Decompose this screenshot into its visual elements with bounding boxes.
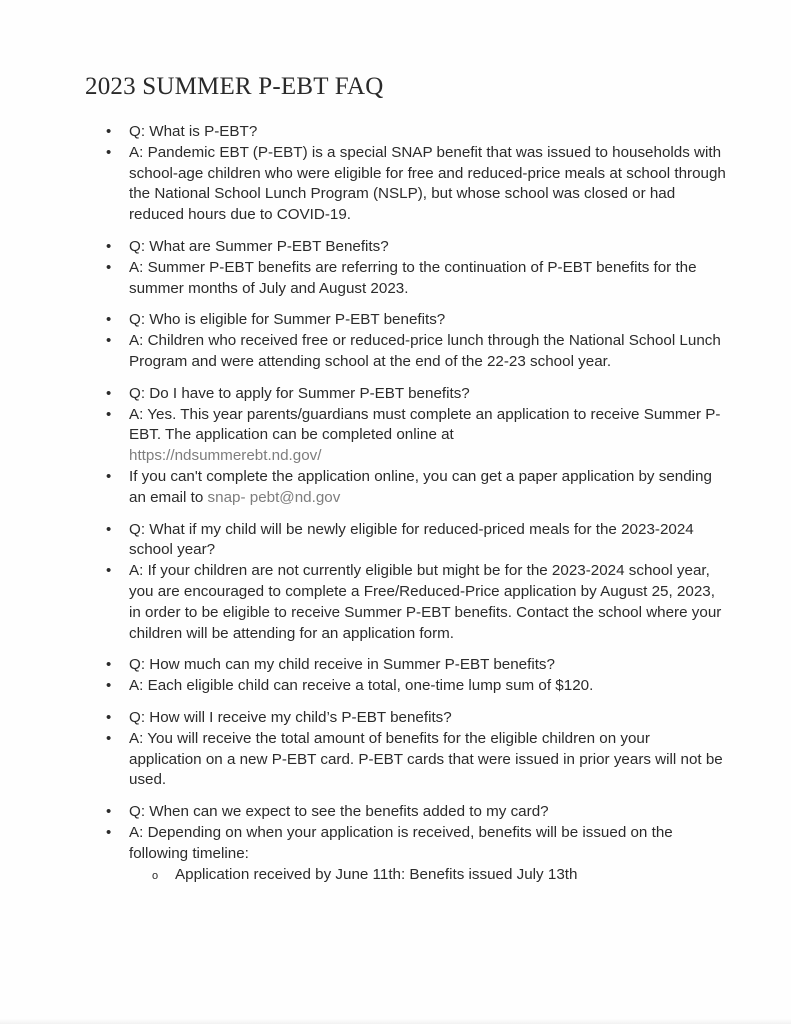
faq-answer: • A: Summer P-EBT benefits are referring to the continuation of P-EBT benefits for the summer months of July and August 2023. (106, 258, 726, 300)
faq-question: • Q: What are Summer P-EBT Benefits? (106, 237, 726, 258)
faq-question: • Q: Do I have to apply for Summer P-EBT benefits? (106, 384, 726, 405)
faq-item-timeline (106, 802, 726, 885)
application-website-link[interactable]: https://ndsummerebt.nd.gov/ (129, 447, 322, 465)
snap-email-link[interactable]: snap- pebt@nd.gov (207, 488, 341, 506)
faq-answer-text: A: Yes. This year parents/guardians must complete an application to receive Summer P-EBT. The application can be completed online at (129, 405, 721, 444)
faq-question: • Q: What is P-EBT? (106, 122, 726, 143)
scan-edge (0, 1018, 791, 1024)
faq-answer-text: A: Depending on when your application is received, benefits will be issued on the following timeline: (129, 823, 673, 862)
faq-answer: • A: Pandemic EBT (P-EBT) is a special SNAP benefit that was issued to households with school-age children who were eligible for free and reduced-price meals at school through the National School Lunch Program (NSLP), but whose school was closed or had reduced hours due to COVID-19. (106, 143, 726, 226)
faq-question: • Q: How much can my child receive in Summer P-EBT benefits? (106, 655, 726, 676)
faq-answer (106, 405, 726, 467)
timeline-item: o Application received by June 11th: Benefits issued July 13th (129, 865, 726, 886)
faq-item-newly-eligible (106, 520, 726, 645)
faq-answer: • A: You will receive the total amount of benefits for the eligible children on your application on a new P-EBT card. P-EBT cards that were issued in prior years will not be used. (106, 729, 726, 791)
faq-question: • Q: How will I receive my child’s P-EBT benefits? (106, 708, 726, 729)
faq-question: • Q: What if my child will be newly eligible for reduced-priced meals for the 2023-2024 school year? (106, 520, 726, 562)
faq-list (106, 122, 726, 896)
faq-answer: • A: If your children are not currently eligible but might be for the 2023-2024 school year, you are encouraged to complete a Free/Reduced-Price application by August 25, 2023, in order to be eligible to receive Summer P-EBT benefits. Contact the school where your children will be attending for an application form. (106, 561, 726, 644)
faq-question: • Q: Who is eligible for Summer P-EBT benefits? (106, 310, 726, 331)
faq-item-apply (106, 384, 726, 509)
faq-question: • Q: When can we expect to see the benefits added to my card? (106, 802, 726, 823)
timeline-list (129, 865, 726, 886)
page-title: 2023 SUMMER P-EBT FAQ (85, 73, 384, 100)
faq-answer: • A: Each eligible child can receive a total, one-time lump sum of $120. (106, 676, 726, 697)
faq-extra-text: If you can't complete the application online, you can get a paper application by sending an email to (129, 467, 712, 506)
faq-item-eligibility (106, 310, 726, 372)
faq-answer: • A: Children who received free or reduced-price lunch through the National School Lunch Program and were attending school at the end of the 22-23 school year. (106, 331, 726, 373)
faq-item-amount (106, 655, 726, 697)
faq-item-summer-benefits (106, 237, 726, 299)
faq-answer-extra (106, 467, 726, 509)
faq-item-receive (106, 708, 726, 791)
faq-item-what-is-pebt (106, 122, 726, 226)
faq-answer (106, 823, 726, 885)
